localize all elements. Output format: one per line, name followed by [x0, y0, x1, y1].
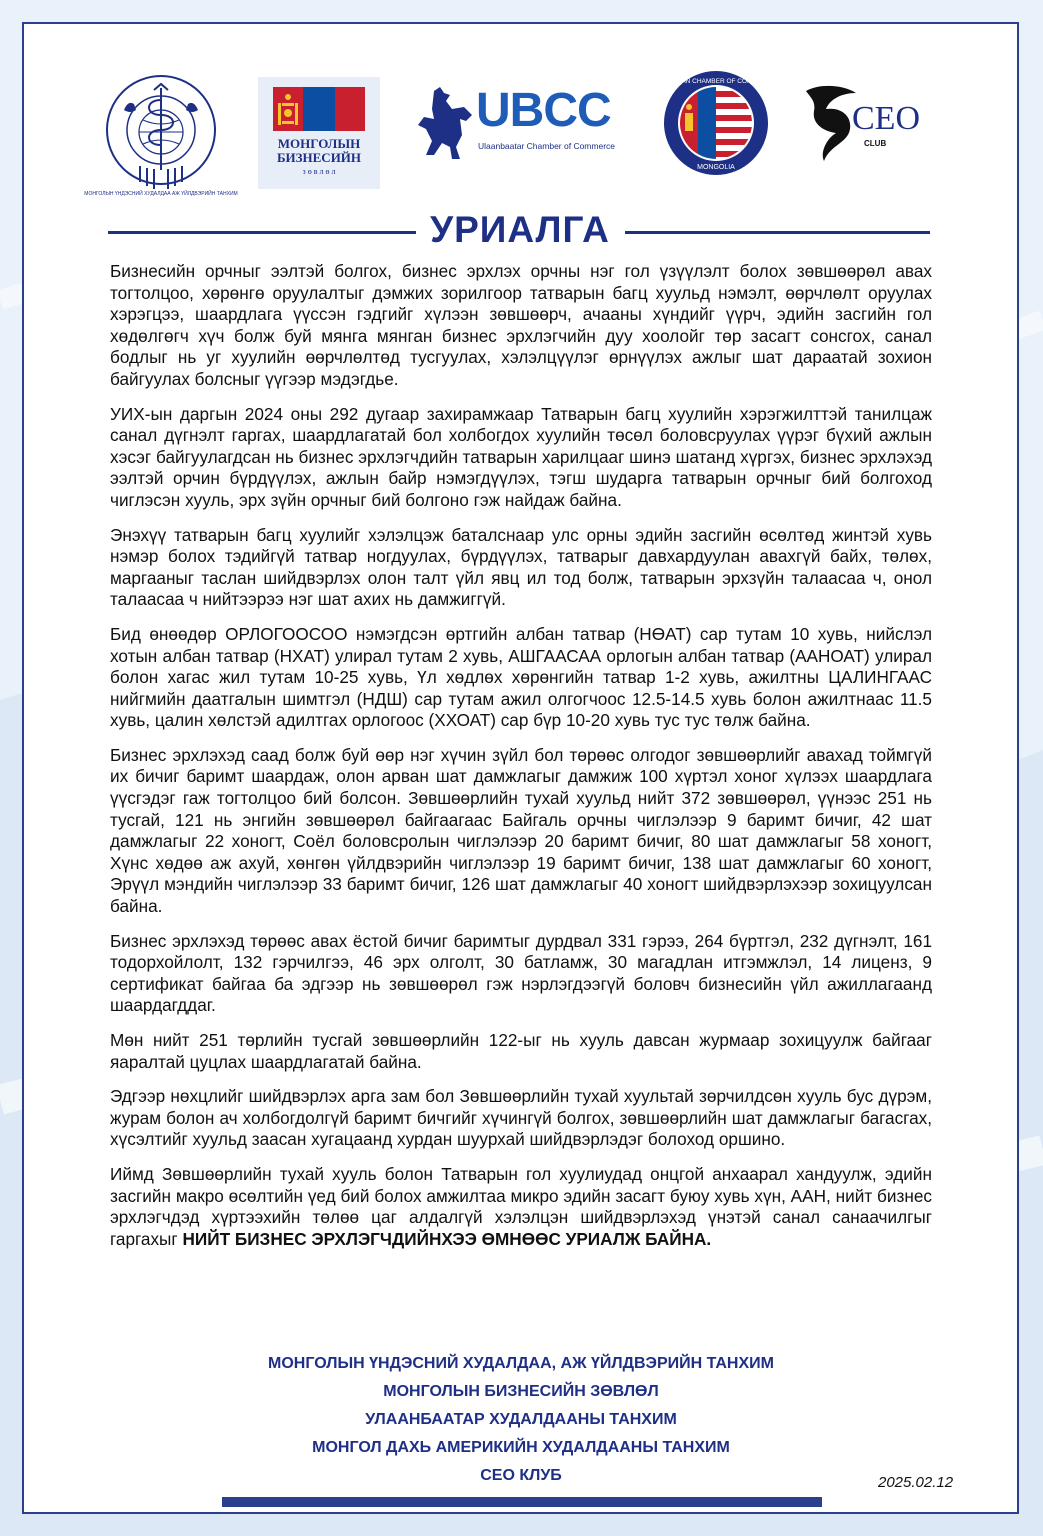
paragraph-6: Бизнес эрхлэхэд төрөөс авах ёстой бичиг баримтыг дурдвал 331 гэрээ, 264 бүртгэл, 232 дүгнэлт, 161 тодорхойлолт, 132 гэрчилгээ, 46 эрх олголт, 30 батламж, 30 магадлан итгэмжлэл, 14 лиценз, 9 сертификат байгаа ба эдгээр нь зөвшөөрөл гэж нэрлэгдээгүй боловч бизнесийн үйл ажиллагаанд шаардагддаг.	[110, 930, 932, 1016]
mongolian-chamber-logo	[84, 70, 238, 198]
paragraph-5: Бизнес эрхлэхэд саад болж буй өөр нэг хүчин зүйл бол төрөөс олгодог зөвшөөрлийг авахад тоймгүй их бичиг баримт шаардаж, олон арван шат дамжлагыг дамжиж 100 хүртэл хоног хүлээх шаардлага үүсгэдэг гаж тогтолцоо бий болсон. Зөвшөөрлийн тухай хуульд нийт 372 зөвшөөрөл, үүнээс 251 нь тусгай, 121 нь энгийн зөвшөөрөл байгаагаас Байгаль орчны чиглэлээр 9 баримт бичиг, 42 шат дамжлагыг 22 хоногт, Соёл боловсролын чиглэлээр 20 баримт бичиг, 80 шат дамжлагыг 58 хоногт, Хүнс хөдөө аж ахуй, хөнгөн үйлдвэрийн чиглэлээр 19 баримт бичиг, 138 шат дамжлагыг 60 хоногт, Эрүүл мэндийн чиглэлээр 33 баримт бичиг, 126 шат дамжлагыг 40 хоногт шийдвэрлэхээр зохицуулсан байна.	[110, 744, 932, 917]
amcham-ring-bottom: MONGOLIA	[697, 164, 735, 171]
signer-2: МОНГОЛЫН БИЗНЕСИЙН ЗӨВЛӨЛ	[383, 1383, 659, 1400]
signer-3: УЛААНБААТАР ХУДАЛДААНЫ ТАНХИМ	[365, 1411, 677, 1428]
page-title: УРИАЛГА	[430, 209, 610, 250]
horseman-icon	[416, 85, 474, 161]
council-line3: з ө в л ө л	[302, 167, 336, 176]
ubcc-subtitle: Ulaanbaatar Chamber of Commerce	[478, 141, 616, 151]
council-line2: БИЗНЕСИЙН	[276, 150, 362, 165]
title-row	[80, 205, 960, 257]
amcham-ring-top: AMERICAN CHAMBER OF COMMERCE	[656, 78, 776, 85]
closing-text: Иймд Зөвшөөрлийн тухай хууль болон Татварын гол хуулиудад онцгой анхаарал хандуулж, эдийн засгийн макро өсөлтийн үед бий болох амжилтаа микро эдийн засагт буюу хувь хүн, ААН, нийт бизнес эрхлэгчдэд хүртээхийн төлөө цаг алдалгүй хэлэлцэн шийдвэрлэхэд үнэтэй санал санаачилгыг гаргахыг	[110, 1163, 932, 1249]
paragraph-7: Мөн нийт 251 төрлийн тусгай зөвшөөрлийн 122-ыг нь хууль давсан журмаар зохицуулж байгааг яаралтай цуцлах шаардлагатай байна.	[110, 1030, 932, 1072]
ceo-sub: CLUB	[864, 139, 887, 148]
chamber-ring-text: МОНГОЛЫН ҮНДЭСНИЙ ХУДАЛДАА АЖ ҮЙЛДВЭРИЙН ТАНХИМ	[84, 191, 238, 197]
ceo-club-logo	[800, 83, 940, 173]
council-line1: МОНГОЛЫН	[277, 136, 361, 151]
paragraph-2: УИХ-ын даргын 2024 оны 292 дугаар захирамжаар Татварын багц хуулийн хэрэгжилттэй танилцаж санал дүгнэлт гаргах, шаардлагатай бол холбогдох хуулийн төсөл боловсруулах үүрэг бүхий ажлын хэсэг байгуулагдсан нь бизнес эрхлэгчдийн татварын харилцааг шинэ шатанд хүргэх, бизнес эрхлэхэд ээлтэй орчин бүрдүүлэх, ажлын байр нэмэгдүүлэх, тэгш шударга татварын орчныг бий болгоход чиглэсэн хууль, эрх зүйн орчныг бий болгоно гэж найдаж байна.	[110, 403, 932, 510]
signer-1: МОНГОЛЫН ҮНДЭСНИЙ ХУДАЛДАА, АЖ ҮЙЛДВЭРИЙН ТАНХИМ	[268, 1355, 774, 1372]
closing-bold-text: НИЙТ БИЗНЕС ЭРХЛЭГЧДИЙНХЭЭ ӨМНӨӨС УРИАЛЖ БАЙНА.	[182, 1228, 712, 1249]
ceo-name: CEO	[852, 100, 920, 137]
closing-paragraph	[110, 1164, 932, 1250]
appeal-body	[110, 261, 932, 1263]
bottom-bar	[222, 1497, 822, 1507]
signer-5: СЕО КЛУБ	[480, 1467, 562, 1484]
mongolian-flag-icon	[273, 87, 365, 131]
business-council-logo	[258, 77, 380, 189]
logo-row	[80, 65, 960, 205]
ubcc-name: UBCC	[476, 84, 611, 137]
paragraph-4: Бид өнөөдөр ОРЛОГООСОО нэмэгдсэн өртгийн албан татвар (НӨАТ) сар тутам 10 хувь, нийслэл хотын албан татвар (НХАТ) улирал тутам 2 хувь, АШГААСАА орлогын албан татвар (ААНОАТ) улирал болон хагас жил тутам 10-25 хувь, Үл хөдлөх хөрөнгийн татвар 1-2 хувь, ажилтны ЦАЛИНГААС нийгмийн даатгалын шимтгэл (НДШ) сар тутам ажил олгогчоос 12.5-14.5 хувь болон ажилтнаас 11.5 хувь, цалин хөлстэй адилтгах орлогоос (ХХОАТ) сар бүр 10-20 хувь тус тус төлж байна.	[110, 623, 932, 731]
signer-4: МОНГОЛ ДАХЬ АМЕРИКИЙН ХУДАЛДААНЫ ТАНХИМ	[312, 1439, 730, 1456]
ubcc-logo	[416, 81, 626, 181]
paragraph-1: Бизнесийн орчныг ээлтэй болгох, бизнес эрхлэх орчны нэг гол үзүүлэлт болох зөвшөөрөл авах тогтолцоо, хөрөнгө оруулалтыг дэмжих зорилгоор татварын багц хуульд нэмэлт, өөрчлөлт оруулах хэрэгцээ, шаардлага үүссэн гэдгийг хүлээн зөвшөөрч, ачааны хүндийг үүрч, эдийн засгийн гол хөдөлгөгч хүч болж буй мянга мянган бизнес эрхлэгчийн дуу хоолойг төр засагт сонсгох, санал бодлыг нь уг хуулийн өөрчлөлтөд тусгуулах, хэлэлцүүлэг өрнүүлэх ажлыг шат дараатай зохион байгуулах болсныг үүгээр мэдэгдье.	[110, 261, 932, 389]
paragraph-8: Эдгээр нөхцлийг шийдвэрлэх арга зам бол Зөвшөөрлийн тухай хуультай зөрчилдсөн хууль бус дүрэм, журам болон ач холбогдолгүй баримт бичгийг хүчингүй болгох, зөвшөөрлийн шат дамжлагыг багасгах, хүсэлтийг хуульд заасан хугацаанд хурдан шуурхай шийдвэрлэдэг болоход оршино.	[110, 1086, 932, 1150]
ceo-brush-icon	[800, 83, 860, 169]
paragraph-3: Энэхүү татварын багц хуулийг хэлэлцэж баталснаар улс орны эдийн засгийн өсөлтөд жинтэй хувь нэмэр болох тэдийгүй татвар ногдуулах, бүрдүүлэх, татварыг давхардуулан авахгүй байх, төлөх, маргааныг таслан шийдвэрлэх олон талт үйл явц ил тод болж, татварын эрхзүйн талаасаа ч, онол талаасаа ч нийтээрээ нэг шат ахих нь дамжиггүй.	[110, 524, 932, 610]
document-date: 2025.02.12	[878, 1474, 954, 1491]
amcham-mongolia-logo	[656, 69, 776, 177]
signers-list	[100, 1350, 942, 1490]
